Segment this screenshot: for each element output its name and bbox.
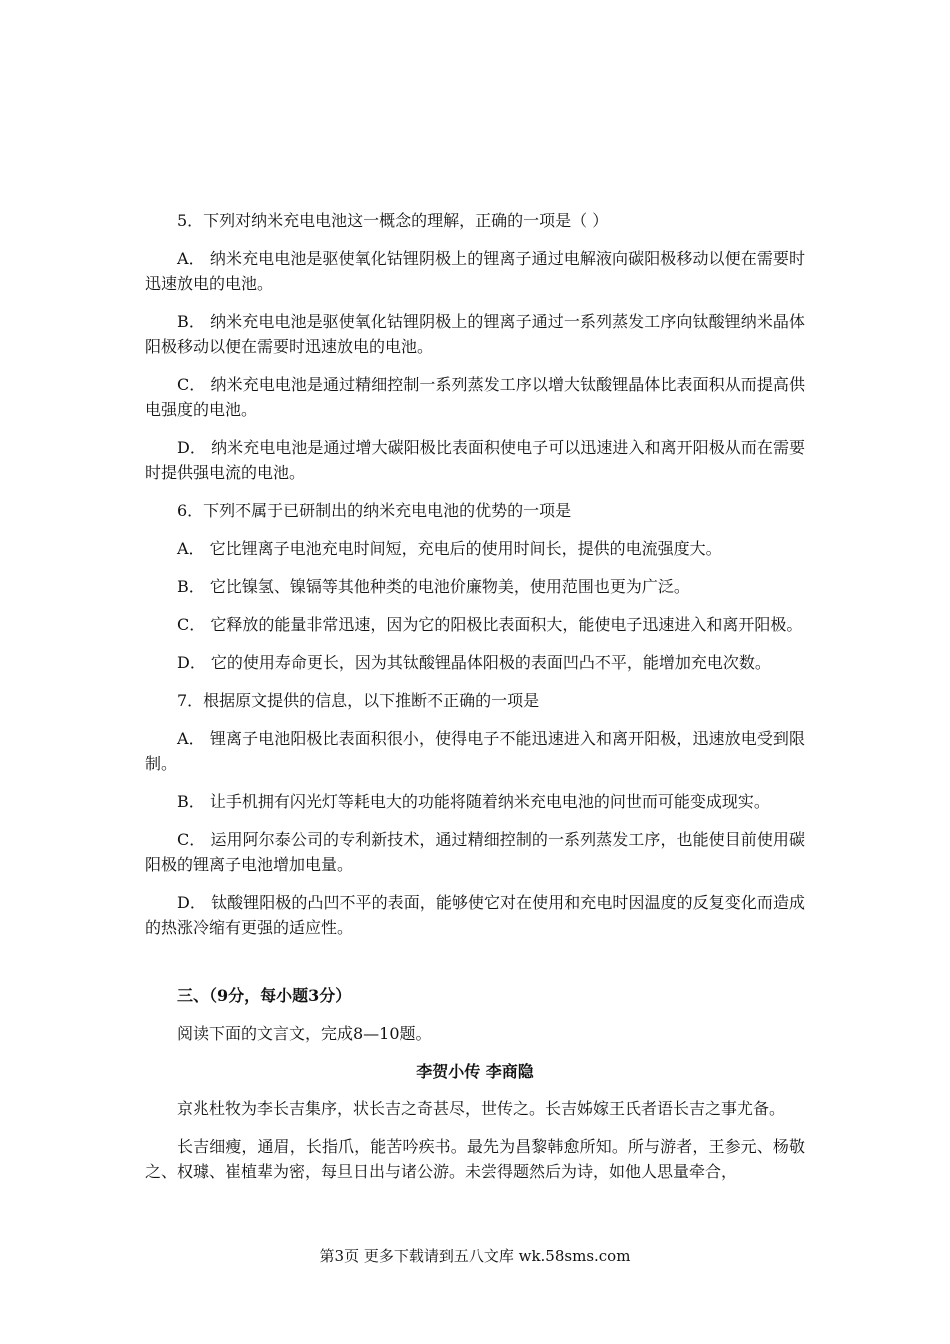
- option-d: D． 钛酸锂阳极的凸凹不平的表面，能够使它对在使用和充电时因温度的反复变化而造成的热涨冷缩有更强的适应性。: [145, 893, 805, 937]
- option-d: D． 它的使用寿命更长，因为其钛酸锂晶体阳极的表面凹凸不平，能增加充电次数。: [177, 653, 771, 672]
- section-three: [145, 983, 805, 1184]
- option-d: D． 纳米充电电池是通过增大碳阳极比表面积使电子可以迅速进入和离开阳极从而在需要时提供强电流的电池。: [145, 438, 805, 482]
- article-paragraph: 京兆杜牧为李长吉集序，状长吉之奇甚尽，世传之。长吉姊嫁王氏者语长吉之事尤备。: [177, 1099, 786, 1118]
- option-b: B． 它比镍氢、镍镉等其他种类的电池价廉物美，使用范围也更为广泛。: [177, 577, 690, 596]
- section-title: 三、（9分，每小题3分）: [177, 986, 352, 1005]
- option-a: A． 锂离子电池阳极比表面积很小，使得电子不能迅速进入和离开阳极，迅速放电受到限制。: [145, 729, 805, 773]
- question-stem: 7．根据原文提供的信息，以下推断不正确的一项是: [177, 691, 540, 710]
- question-7: [145, 688, 805, 940]
- question-stem: 5．下列对纳米充电电池这一概念的理解，正确的一项是（ ）: [177, 211, 609, 230]
- document-body: [145, 208, 805, 1197]
- page-footer: 第3页 更多下载请到五八文库 wk.58sms.com: [319, 1247, 631, 1265]
- question-stem: 6．下列不属于已研制出的纳米充电电池的优势的一项是: [177, 501, 572, 520]
- section-spacer: [145, 953, 805, 983]
- option-b: B． 纳米充电电池是驱使氧化钴锂阴极上的锂离子通过一系列蒸发工序向钛酸锂纳米晶体阳极移动以便在需要时迅速放电的电池。: [145, 312, 805, 356]
- option-c: C． 纳米充电电池是通过精细控制一系列蒸发工序以增大钛酸锂晶体比表面积从而提高供电强度的电池。: [145, 375, 805, 419]
- article-title: 李贺小传 李商隐: [416, 1062, 534, 1081]
- option-b: B． 让手机拥有闪光灯等耗电大的功能将随着纳米充电电池的问世而可能变成现实。: [177, 792, 770, 811]
- article-paragraph: 长吉细瘦，通眉，长指爪，能苦吟疾书。最先为昌黎韩愈所知。所与游者，王参元、杨敬之、权璩、崔植辈为密，每旦日出与诸公游。未尝得题然后为诗，如他人思量牵合，: [145, 1137, 805, 1181]
- question-6: [145, 498, 805, 675]
- option-a: A． 纳米充电电池是驱使氧化钴锂阴极上的锂离子通过电解液向碳阳极移动以便在需要时迅速放电的电池。: [145, 249, 805, 293]
- section-instruction: 阅读下面的文言文，完成8—10题。: [177, 1024, 432, 1043]
- question-5: [145, 208, 805, 485]
- option-c: C． 它释放的能量非常迅速，因为它的阳极比表面积大，能使电子迅速进入和离开阳极。: [177, 615, 803, 634]
- option-c: C． 运用阿尔泰公司的专利新技术，通过精细控制的一系列蒸发工序，也能使目前使用碳阳极的锂离子电池增加电量。: [145, 830, 805, 874]
- option-a: A． 它比锂离子电池充电时间短，充电后的使用时间长，提供的电流强度大。: [177, 539, 722, 558]
